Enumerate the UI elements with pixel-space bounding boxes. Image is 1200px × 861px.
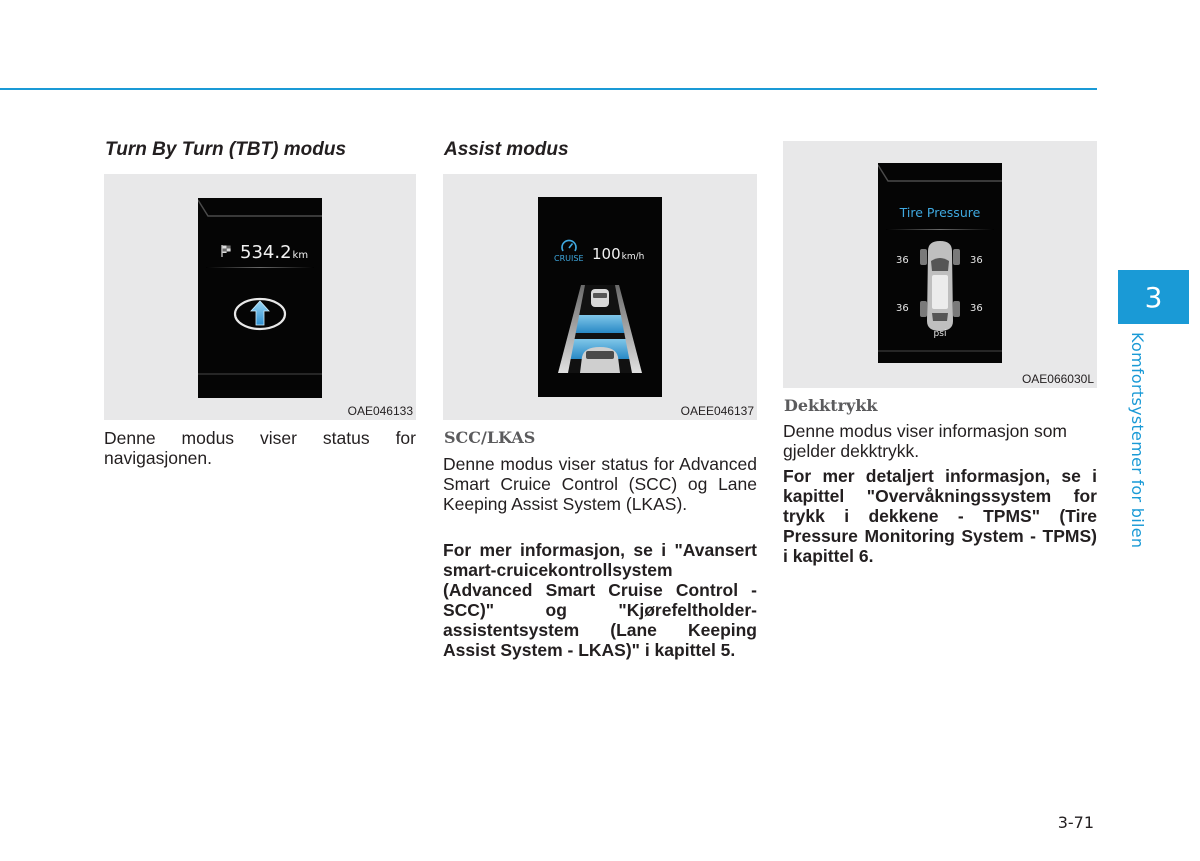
chapter-title-side [1127,332,1147,549]
page-number: 3-71 [1057,813,1094,832]
car-ahead-icon [591,289,609,307]
assist-cruise-label: CRUISE [554,254,584,263]
tbt-body: Denne modus viser status for navigasjonen. [104,428,416,468]
tire-screen-title: Tire Pressure [899,205,981,220]
tire-subheading: Dekktrykk [784,396,878,415]
tire-rr-pressure: 36 [970,303,983,314]
tire-rl-pressure: 36 [896,303,909,314]
tire-fl-pressure: 36 [896,255,909,266]
assist-screen [538,197,662,397]
chapter-title: Komfortsystemer for bilen [1128,332,1147,549]
tire-unit: psi [933,329,947,339]
assist-speed-value: 100 [592,245,621,263]
chapter-number-tab: 3 [1118,270,1189,324]
tbt-figure-code: OAE046133 [347,404,413,418]
own-car-icon [580,347,620,373]
tire-body-bold: For mer detaljert informasjon, se i kapittel "Overvåkningssystem for trykk i dekkene - TPMS" (Tire Pressure Monitoring System - TPMS) i kapittel 6. [783,466,1097,566]
assist-heading: Assist modus [444,139,569,160]
assist-speed-unit: km/h [621,252,645,262]
assist-subheading: SCC/LKAS [444,428,536,447]
assist-body: Denne modus viser status for Advanced Smart Cruice Control (SCC) og Lane Keeping Assist System (LKAS). [443,454,757,514]
assist-figure-code: OAEE046137 [680,404,754,418]
tbt-separator [198,264,322,272]
tire-figure [783,141,1097,388]
header-rule [0,88,1097,90]
tbt-screen [198,198,322,398]
tbt-distance-unit: km [292,250,309,261]
tire-separator [878,226,1002,234]
assist-lane-graphic [538,197,662,397]
assist-body-bold: For mer informasjon, se i "Avansert smart-cruicekontrollsystem (Advanced Smart Cruise Control - SCC)" og "Kjørefeltholder-assistentsystem (Lane Keeping Assist System - LKAS)" i kapittel 5. [443,540,757,660]
tbt-distance [240,242,308,263]
arrow-up-icon [232,296,288,332]
tire-fr-pressure: 36 [970,255,983,266]
car-top-icon [920,239,960,333]
tbt-distance-value: 534.2 [240,242,292,263]
assist-figure [443,174,757,420]
tire-screen [878,163,1002,363]
tire-body: Denne modus viser informasjon som gjelder dekktrykk. [783,421,1068,461]
tbt-heading: Turn By Turn (TBT) modus [105,139,347,160]
checkered-flag-icon [220,244,234,258]
tbt-figure [104,174,416,420]
tire-figure-code: OAE066030L [1021,372,1094,386]
